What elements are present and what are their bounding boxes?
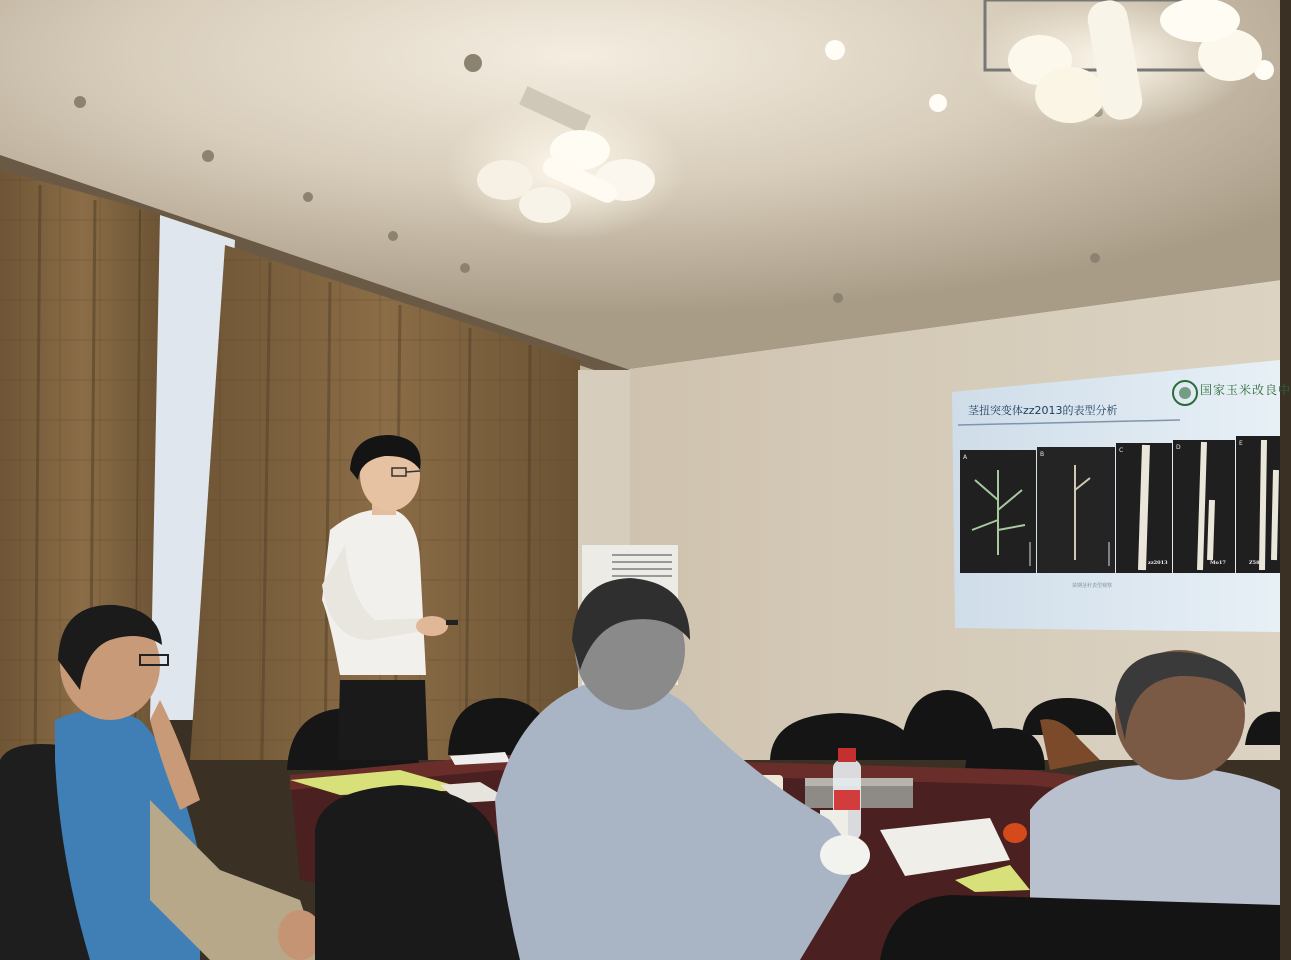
panel-label-d: D xyxy=(1176,444,1181,451)
stem-image-c xyxy=(1142,445,1146,570)
slide-title: 茎扭突变体zz2013的表型分析 xyxy=(968,404,1118,417)
clicker-remote xyxy=(446,620,458,625)
panel-label-a: A xyxy=(963,454,968,461)
presenter-trousers xyxy=(338,680,428,760)
slide-logo-text: 国家玉米改良中 xyxy=(1200,383,1291,397)
slide-caption: 苗期茎秆表型观察 xyxy=(1072,583,1113,589)
panel-name-mo17: Mo17 xyxy=(1210,560,1226,566)
panel-label-c: C xyxy=(1119,447,1124,454)
bottle-label xyxy=(834,790,860,810)
chair-front-right xyxy=(880,895,1280,960)
panel-name-zz2013: zz2013 xyxy=(1148,560,1168,566)
presenter-hands xyxy=(416,616,448,636)
projected-slide xyxy=(952,360,1291,632)
panel-label-e: E xyxy=(1239,440,1243,447)
panel-name-z58: Z58 xyxy=(1249,560,1260,566)
panel-label-b: B xyxy=(1040,451,1045,458)
person-center-hand xyxy=(820,835,870,875)
tomato xyxy=(1003,823,1027,843)
